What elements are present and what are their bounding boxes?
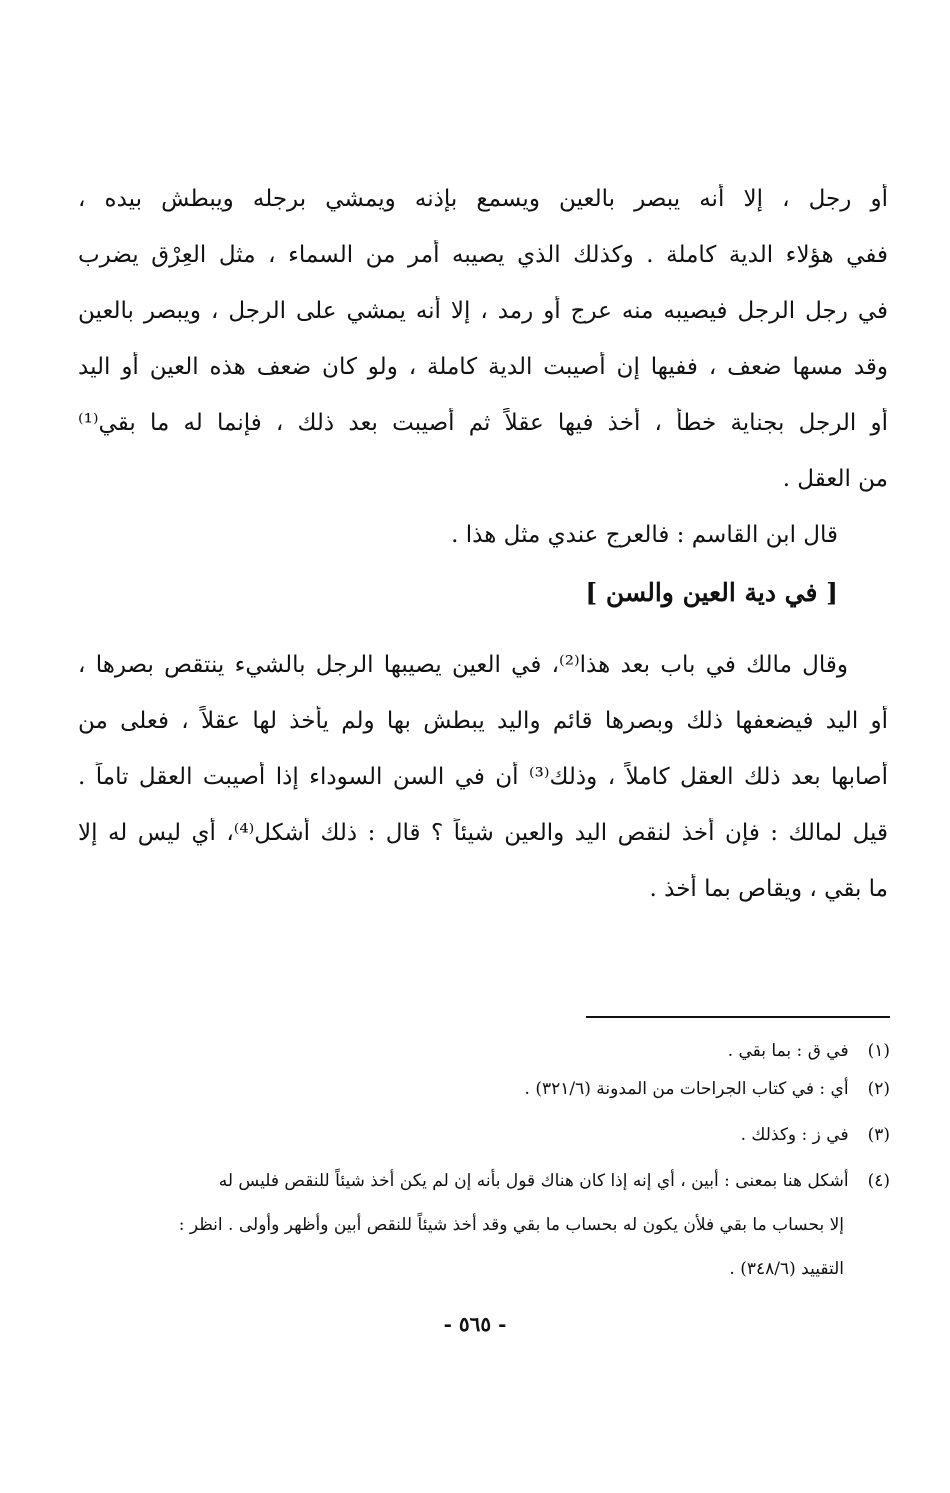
body-line: وقد مسها ضعف ، ففيها إن أصيبت الدية كاملة ، ولو كان ضعف هذه العين أو اليد xyxy=(78,354,888,380)
body-line: في رجل الرجل فيصيبه منه عرج أو رمد ، إلا أنه يمشي على الرجل ، ويبصر بالعين xyxy=(78,298,888,324)
footnote-4 xyxy=(78,1168,890,1194)
body-line: أو الرجل بجناية خطأ ، أخذ فيها عقلاً ثم أصيبت بعد ذلك ، فإنما له ما بقي⁽¹⁾ xyxy=(78,410,888,436)
body-line: قال ابن القاسم : فالعرج عندي مثل هذا . xyxy=(451,522,838,548)
page-number: - ٥٦٥ - xyxy=(443,1312,507,1336)
footnote-2 xyxy=(78,1076,890,1102)
footnote-text: في ز : وكذلك . xyxy=(740,1125,849,1145)
footnote-1 xyxy=(78,1038,890,1064)
footnote-4-continuation: التقييد (٣٤٨/٦) . xyxy=(729,1259,844,1279)
footnote-number: (٢) xyxy=(867,1079,890,1099)
body-line: من العقل . xyxy=(782,466,888,492)
body-line: ما بقي ، ويقاص بما أخذ . xyxy=(649,876,888,902)
footnote-4-continuation: إلا بحساب ما بقي فلأن يكون له بحساب ما بقي وقد أخذ شيئاً للنقص أبين وأظهر وأولى . انظر : xyxy=(178,1215,844,1235)
body-line: أو اليد فيضعفها ذلك وبصرها قائم واليد يبطش بها ولم يأخذ لها عقلاً ، فعلى من xyxy=(78,708,888,734)
body-line: قيل لمالك : فإن أخذ لنقص اليد والعين شيئاً ؟ قال : ذلك أشكل⁽⁴⁾، أي ليس له إلا xyxy=(78,820,888,846)
body-line: أصابها بعد ذلك العقل كاملاً ، وذلك⁽³⁾ أن في السن السوداء إذا أصيبت العقل تاماً . xyxy=(78,764,888,790)
footnote-number: (١) xyxy=(867,1041,890,1061)
footnote-separator xyxy=(586,1016,890,1018)
section-heading: [ في دية العين والسن ] xyxy=(585,578,838,607)
body-line: أو رجل ، إلا أنه يبصر بالعين ويسمع بإذنه ويمشي برجله ويبطش بيده ، xyxy=(78,186,888,212)
footnote-number: (٤) xyxy=(867,1171,890,1191)
footnote-number: (٣) xyxy=(867,1125,890,1145)
footnote-3 xyxy=(78,1122,890,1148)
footnote-text: أشكل هنا بمعنى : أبين ، أي إنه إذا كان هناك قول بأنه إن لم يكن أخذ شيئاً للنقص فليس له xyxy=(218,1171,849,1191)
body-line: وقال مالك في باب بعد هذا⁽²⁾، في العين يصيبها الرجل بالشيء ينتقص بصرها ، xyxy=(78,652,848,678)
body-line: ففي هؤلاء الدية كاملة . وكذلك الذي يصيبه أمر من السماء ، مثل العِرْق يضرب xyxy=(78,242,888,268)
footnote-text: في ق : بما بقي . xyxy=(727,1041,849,1061)
footnote-text: أي : في كتاب الجراحات من المدونة (٣٢١/٦) . xyxy=(524,1079,849,1099)
